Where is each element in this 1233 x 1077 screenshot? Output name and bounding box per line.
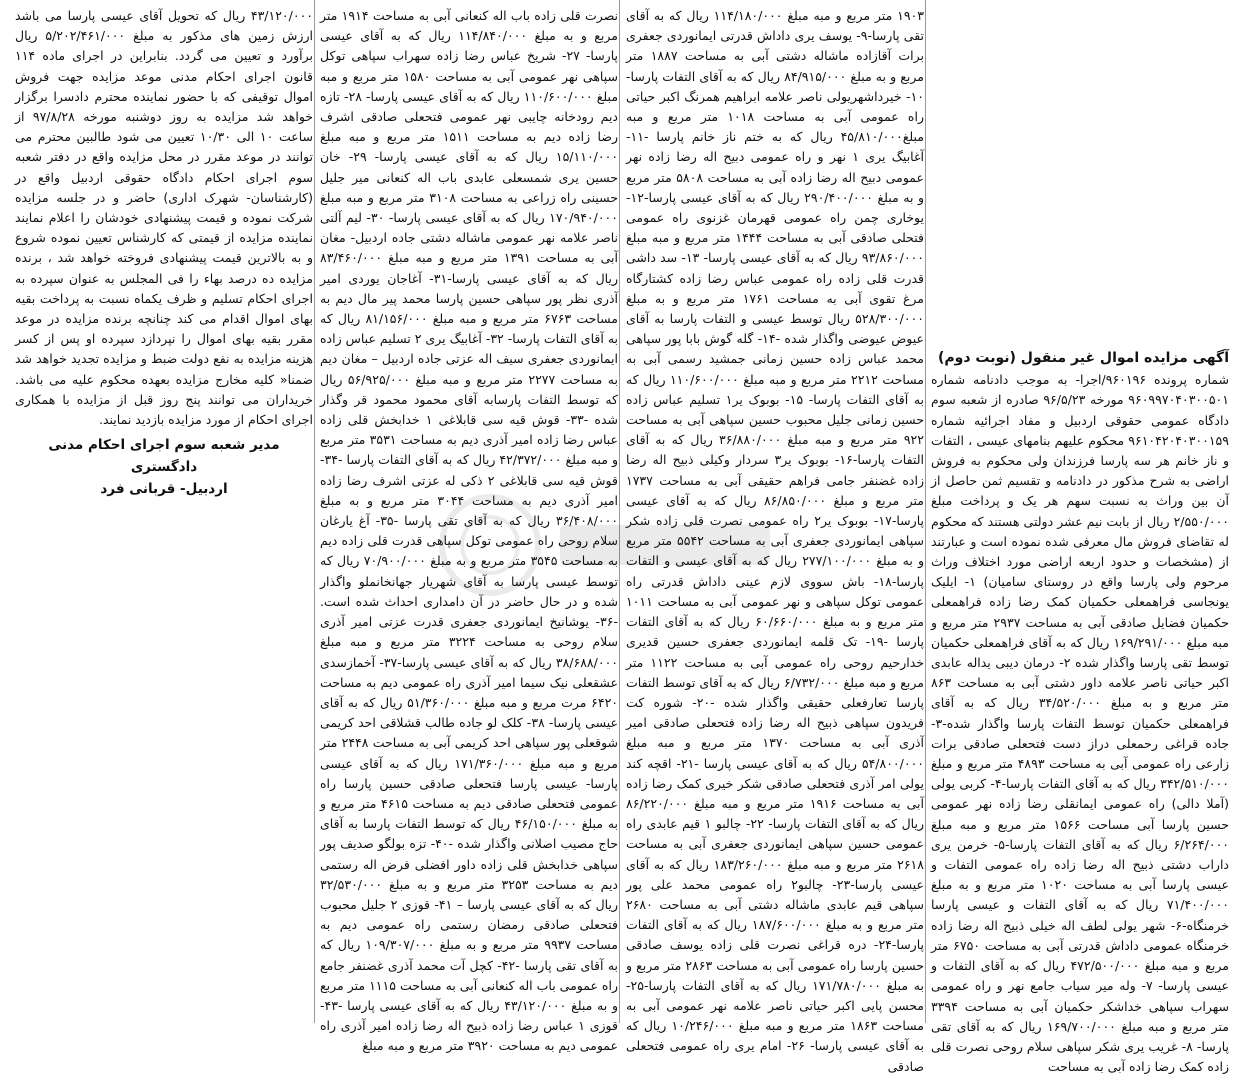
notice-body-column-2: ۱۹۰۳ متر مربع و مبه مبلغ ۱۱۴/۱۸۰/۰۰۰ ریال که به آقای تقی پارسا-۹- یوسف یری داداش قدرتی ایمانوردی جعفری برات آقازاده ماشاله دشتی آبی به مساحت ۱۸۸۷ متر مربع و به مبلغ ۸۴/۹۱۵/۰۰۰ ریال که به آقای التفات پارسا- ۱۰- خیرداشهریولی ناصر علامه ابراهیم همرنگ اکبر حیاتی راه عمومی آبی به مساحت ۱۰۱۸ متر مربع و مبه مبلغ۴۵/۸۱۰/۰۰۰ ریال که به ختم ناز خانم پارسا -۱۱- آغابیگ یری ۱ نهر و راه عمومی دبیح اله رضا زاده نهر عمومی دبیح اله رضا زاده آبی به مساحت ۵۸۰۸ متر مربع و به مبلغ ۲۹۰/۴۰۰/۰۰۰ ریال که به آقای عیسی پارسا-۱۲- یوخاری چمن راه عمومی قهرمان غزنوی راه عمومی فتحلی صادقی آبی به مساحت ۱۴۴۴ متر مربع و مبه مبلغ ۹۳/۸۶۰/۰۰۰ ریال که به آقای عیسی پارسا- ۱۳- سد داشی قدرت قلی زاده راه عمومی عباس رضا زاده کشتارگاه مرغ تقوی آبی به مساحت ۱۷۶۱ متر مربع و به مبلغ ۵۲۸/۳۰۰/۰۰۰ ریال توسط عیسی و التفات پارسا به آقای عیوض عیوضی واگذار شده -۱۴- گله گوش بابا پور سپاهی محمد عباس زاده حسین زمانی جمشید رسمی آبی به مساحت ۲۲۱۲ متر مربع و مبه مبلغ ۱۱۰/۶۰۰/۰۰۰ ریال که به آقای التفات پارسا- ۱۵- بوبوک یر۱ تسلیم عباس زاده حسین زمانی جلیل محبوب حسین سپاهی آبی به مساحت ۹۲۲ متر مربع و مبه مبلغ ۳۶/۸۸۰/۰۰۰ ریال که به آقای التفات پارسا-۱۶- بوبوک یر۳ سردار وکیلی ذبیح اله رضا زاده غضنفر جامی فراهم حقیقی آبی به مساحت ۱۷۳۷ متر مربع و مبلغ ۸۶/۸۵۰/۰۰۰ ریال که به آقای عیسی پارسا-۱۷- بوبوک یر۲ راه عمومی نصرت قلی زاده شکر سپاهی ایمانوردی جعفری آبی به مساحت ۵۵۴۲ متر مربع و به مبلغ ۲۷۷/۱۰۰/۰۰۰ ریال که به آقای عیسی و التفات پارسا-۱۸- باش سووی لازم عینی داداش قدرتی راه عمومی توکل سپاهی و نهر عمومی آبی به مساحت ۱۰۱۱ متر مربع و به مبلغ ۶۰/۶۶۰/۰۰۰ ریال که به آقای التفات پارسا -۱۹- تک قلمه ایمانوردی جعفری حسین قدیری خدارحیم روحی راه عمومی آبی به مساحت ۱۱۲۲ متر مربع و مبه مبلغ ۶/۷۳۲/۰۰۰ ریال که به آقای توسط التفات پارسا تعارفعلی حقیقی واگذار شده -۲۰- شوره کت فریدون سپاهی ذبیح اله رضا زاده فتحعلی صادقی امیر آذری آبی به مساحت ۱۳۷۰ متر مربع و مبه مبلغ ۵۴/۸۰۰/۰۰۰ ریال که به آقای عیسی پارسا -۲۱- اقچه کند یولی امر آذری فتحعلی صادقی شکر خیری کمک رضا زاده آبی به مساحت ۱۹۱۶ متر مربع و مبه مبلغ ۸۶/۲۲۰/۰۰۰ ریال که به آقای التفات پارسا- ۲۲- چالبو ۱ قیم عابدی راه عمومی حسین سپاهی ایمانوردی جعفری آبی به مساحت ۲۶۱۸ متر مربع و مبه مبلغ ۱۸۳/۲۶۰/۰۰۰ ریال که به آقای عیسی پارسا-۲۳- چالبو۲ راه عمومی محمد علی پور سپاهی قیم عابدی ماشاله دشتی آبی به مساحت ۲۶۸۰ متر مربع و به مبلغ ۱۸۷/۶۰۰/۰۰۰ ریال که به آقای التفات پارسا-۲۴- دره قراغی نصرت قلی زاده یوسف صادقی حسین پارسا راه عمومی آبی به مساحت ۲۸۶۳ متر مربع و به مبلغ ۱۷۱/۷۸۰/۰۰۰ ریال که به آقای التفات پارسا-۲۵- محسن پایی اکبر حیاتی ناصر علامه نهر عمومی آبی به مساحت ۱۸۶۳ متر مربع و مبه مبلغ ۱۰/۲۴۶/۰۰۰ ریال که به آقای عیسی پارسا- ۲۶- امام یری راه عمومی فتحعلی صادقی	[626, 8, 925, 1074]
notice-title: آگهی مزایده اموال غیر منقول (نوبت دوم)	[938, 350, 1229, 366]
notice-body-column-3: نصرت قلی زاده باب اله کنعانی آبی به مساحت ۱۹۱۴ متر مربع و به مبلغ ۱۱۴/۸۴۰/۰۰۰ ریال که به آقای عیسی پارسا- ۲۷- شریخ عباس رضا زاده سهراب سپاهی توکل سپاهی نهر عمومی آبی به مساحت ۱۵۸۰ متر مربع و مبه مبلغ ۱۱۰/۶۰۰/۰۰۰ ریال که به آقای عیسی پارسا- ۲۸- تازه دیم رودخانه چایبی نهر عمومی فتحعلی صادقی اشرف رضا زاده دیم به مساحت ۱۵۱۱ متر مربع و مبه مبلغ ۱۵/۱۱۰/۰۰۰ ریال که به آقای عیسی پارسا- ۲۹- خان حسین یری شمسعلی عابدی باب اله کنعانی میر جلیل حسینی راه زراعی به مساحت ۳۱۰۸ متر مربع و مبه مبلغ ۱۷۰/۹۴۰/۰۰۰ ریال که به آقای عیسی پارسا- ۳۰- لیم آلتی ناصر علامه نهر عمومی ماشاله دشتی جاده اردبیل- مغان آبی به مساحت ۱۳۹۱ متر مربع و مبه مبلغ ۸۳/۴۶۰/۰۰۰ ریال که به آقای عیسی پارسا-۳۱- آغاجان یوردی امیر آذری نظر پور سپاهی حسین پارسا محمد پیر مال دیم به مساحت ۶۷۶۳ متر مربع و مبه مبلغ ۸۱/۱۵۶/۰۰۰ ریال که به آقای التفات پارسا- ۳۲- آغابیگ یری ۲ تسلیم عباس زاده ایمانوردی جعفری سیف اله عزتی جاده اردبیل – مغان دیم به مساحت ۲۲۷۷ متر مربع و مبه مبلغ ۵۶/۹۲۵/۰۰۰ ریال که توسط التفات پارسابه آقای محمود محمود قر وگذار شده -۳۳- قوش قیه سی قابلاغی ۱ خدابخش قلی زاده عباس رضا زاده امیر آذری دیم به مساحت ۳۵۳۱ متر مربع و مبه مبلغ ۴۲/۳۷۲/۰۰۰ ریال که به آقای التفات پارسا -۳۴- قوش قیه سی قابلاغی ۲ ذکی له عزتی اشرف رضا زاده امیر آذری دیم به مساحت ۳۰۴۴ متر مربع و به مبلغ ۳۶/۴۰۸/۰۰۰ ریال که به آقای تقی پارسا -۳۵- آغ یارغان سلام روحی راه عمومی توکل سپاهی قدرت قلی زاده دیم به مساحت ۳۵۴۵ متر مربع و به مبلغ ۷۰/۹۰۰/۰۰۰ ریال که توسط عیسی پارسا به آقای شهریار جهانخانملو واگذار شده و در حال حاضر در آن دامداری احداث شده است. -۳۶- یوشانیخ ایمانوردی جعفری قدرت عزتی امیر آذری سلام روحی به مساحت ۳۲۲۴ متر مربع و مبه مبلغ ۳۸/۶۸۸/۰۰۰ ریال که به آقای عیسی پارسا-۳۷- آخمازسدی عشقعلی نیک سیما امیر آذری راه عمومی دیم به مساحت ۶۴۲۰ مرت مربع و مبه مبلغ ۵۱/۳۶۰/۰۰۰ ریال که به آقای عیسی پارسا- ۳۸- کلک لو جاده طالب قشلاقی احد کریمی شوقعلی پور سپاهی احد کریمی آبی به مساحت ۲۴۴۸ متر مربع و مبه مبلغ ۱۷۱/۳۶۰/۰۰۰ ریال که به آقای عیسی پارسا- عیسی پارسا فتحعلی صادقی حسین پارسا راه عمومی فتحعلی صادقی دیم به مساحت ۴۶۱۵ متر مربع و به مبلغ ۴۶/۱۵۰/۰۰۰ ریال که توسط التفات پارسا به آقای حاج مصیب اصلانی واگذار شده -۴۰- تزه بولگو صدیف پور سپاهی خدابخش قلی زاده داور افضلی فرض اله رستمی دیم به مساحت ۳۲۵۳ متر مربع و به مبلغ ۳۲/۵۳۰/۰۰۰ ریال که به آقای عیسی پارسا – ۴۱- قوزی ۲ جلیل محبوب فتحعلی صادقی رمضان رستمی راه عمومی دیم به مساحت ۹۹۳۷ متر مربع و به مبلغ ۱۰۹/۳۰۷/۰۰۰ ریال که به آقای تقی پارسا -۴۲- کچل آت محمد آذری غضنفر جامع راه عمومی باب اله کنعانی آبی به مساحت ۱۱۱۵ متر مربع و به مبلغ ۴۳/۱۲۰/۰۰۰ ریال که به آقای عیسی پارسا -۴۳- قوزی ۱ عباس رضا زاده ذبیح اله رضا زاده امیر آذری راه عمومی دیم به مساحت ۳۹۲۰ متر مربع و مبه مبلغ	[320, 8, 619, 1054]
column-divider	[619, 0, 620, 1023]
notice-body-column-1: شماره پرونده ۹۶۰۱۹۶/اجرا- به موجب دادنامه شماره ۹۶۰۹۹۷۰۴۰۳۰۰۵۰۱ مورخه ۹۶/۵/۲۳ صادره از شعبه سوم دادگاه عمومی حقوقی اردبیل و مفاد اجرائیه شماره ۹۶۱۰۴۲۰۴۰۳۰۰۱۵۹ محکوم علیهم بنامهای عیسی ، التفات و ناز خانم هر سه پارسا فرزندان ولی محکوم به فروش اراضی به شرح مذکور در دادنامه و تقسیم ثمن حاصل از آن بین وراث به نسبت سهم هر یک و پرداخت مبلغ ۲/۵۵۰/۰۰۰ ریال از بابت نیم عشر دولتی هستند که محکوم له تقاضای فروش مال معرفی شده نموده است و عبارتند از (مشخصات و حدود اربعه اراضی مورد اختلاف وراث مرحوم ولی پارسا واقع در روستای سامیان) ۱- ایلیک یونجاسی فراهمعلی حکمیان کمک رضا زاده فراهمعلی حکمیان فضایل صادقی آبی به مساحت ۲۹۳۷ متر مربع و مبه مبلغ ۱۶۹/۲۹۱/۰۰۰ ریال که به آقای فراهمعلی حکمیان توسط تقی پارسا واگذار شده ۲- درمان دیبی یداله عابدی اکبر حیاتی ناصر علامه داور دشتی آبی به مساحت ۸۶۳ متر مربع و به مبلغ ۳۴/۵۲۰/۰۰۰ ریال که به آقای فراهمعلی حکمیان توسط التفات پارسا واگذار شده-۳- جاده قراغی رحمعلی دراز دست فتحعلی صادقی برات زارعی راه عمومی آبی به مساحت ۴۸۹۳ متر مربع و مبلغ ۳۴۲/۵۱۰/۰۰۰ ریال که به آقای التفات پارسا-۴- کربی یولی (آملا دالی) راه عمومی ایمانقلی رضا زاده نهر عمومی حسین پارسا آبی مساحت ۱۵۶۶ متر مربع و مبه مبلغ ۶/۲۶۴/۰۰۰ ریال که به آقای التفات پارسا-۵- خرمن یری داراب دشتی ذبیح اله رضا زاده راه عمومی التفات و عیسی پارسا آبی به مساحت ۱۰۲۰ متر مربع و به مبلغ ۷۱/۴۰۰/۰۰۰ ریال که به آقای التفات و عیسی پارسا خرمنگاه-۶- شهر یولی لطف اله خیلی ذبیح اله رضا زاده خرمنگاه عمومی داداش قدرتی آبی به مساحت ۶۷۵۰ متر مربع و مبه مبلغ ۴۷۲/۵۰۰/۰۰۰ ریال که به آقای التفات و عیسی پارسا- ۷- وله میر سیاب جامع نهر و راه عمومی سهراب سپاهی خداشکر حکمیان آبی به مساحت ۳۳۹۴ متر مربع و مبه مبلغ ۱۶۹/۷۰۰/۰۰۰ ریال که به آقای تقی پارسا- ۸- غریب یری شکر سپاهی سلام روحی نصرت قلی زاده کمک رضا زاده آبی به مساحت	[931, 372, 1230, 1075]
column-1	[931, 348, 1230, 1075]
column-divider	[314, 0, 315, 1023]
column-divider	[925, 0, 926, 1023]
signature-name: اردبیل- قربانی فرد	[100, 481, 228, 498]
signature-block	[15, 434, 313, 500]
column-4	[15, 6, 313, 1018]
signature-title: مدیر شعبه سوم اجرای احکام مدنی دادگستری	[48, 437, 280, 476]
column-2	[626, 6, 925, 1074]
notice-body-column-4: ۴۳/۱۲۰/۰۰۰ ریال که تحویل آقای عیسی پارسا می باشد ارزش زمین های مذکور به مبلغ ۵/۲۰۲/۴۶۱/۰۰۰ ریال برآورد و تعیین می گردد. بنابراین در اجرای ماده ۱۱۴ قانون اجرای احکام مدنی موعد مزایده جهت فروش اموال توقیفی که با حضور نماینده محترم دادسرا برگزار خواهد شد مزایده به روز دوشنبه مورخه ۹۷/۸/۲۸ از ساعت ۱۰ الی ۱۰/۳۰ تعیین می شود طالبین محترم می توانند در موعد مقرر در محل مزایده واقع در دفتر شعبه سوم اجرای احکام دادگاه حقوقی اردبیل واقع در (کارشناسان- شهرک اداری) حاضر و در جلسه مزایده شرکت نموده و قیمت پیشنهادی خودشان را اعلام نمایند نماینده مزایده از قیمتی که کارشناس تعیین نموده شروع و به بالاترین قیمت پیشنهادی فروخته خواهد شد ، برنده مزایده ده درصد بهاء را فی المجلس به عنوان سپرده به اجرای احکام تسلیم و ظرف یکماه نسبت به پرداخت بقیه بهای اموال اقدام می کند چنانچه برنده مزایده در موعد مقرر بقیه بهای اموال را نپردازد سپرده او پس از کسر هزینه مزایده به نفع دولت ضبط و مزایده تجدید خواهد شد ضمنا« کلیه مخارج مزایده بعهده محکوم علیه می باشد. خریداران می توانند پنج روز قبل از مزایده با همکاری اجرای احکام از مورد مزایده بازدید نمایند.	[15, 8, 314, 428]
column-3	[320, 6, 619, 1054]
